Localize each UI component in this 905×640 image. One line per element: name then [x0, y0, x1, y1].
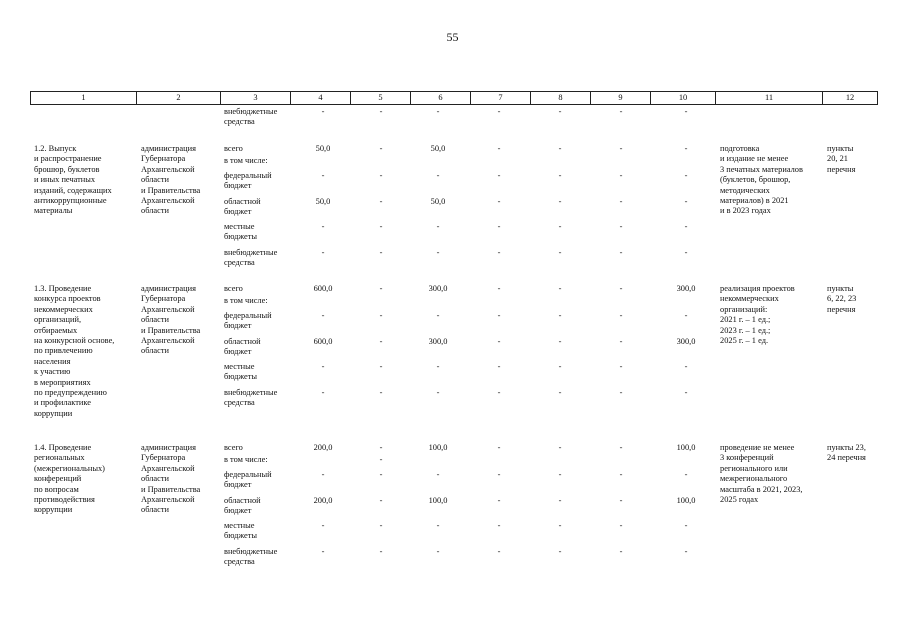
value-cell: - [379, 197, 383, 206]
page-number: 55 [446, 30, 459, 44]
source-cell: областной бюджет [224, 337, 261, 357]
value-cell: - [379, 443, 383, 452]
source-cell: внебюджетные средства [224, 388, 278, 408]
header-cell: 7 [470, 91, 530, 105]
result-cell: подготовка и издание не менее 3 печатных материалов (буклетов, брошюр, методических материалов) в 2021 и в 2023 годах [720, 144, 803, 216]
header-cell: 9 [590, 91, 650, 105]
value-cell: - [379, 547, 383, 556]
value-cell: - [619, 107, 623, 116]
value-cell: - [379, 171, 383, 180]
value-cell: - [558, 496, 562, 505]
source-cell: внебюджетные средства [224, 248, 278, 268]
value-cell: - [619, 171, 623, 180]
value-cell: - [379, 470, 383, 479]
value-cell: 200,0 [313, 443, 333, 452]
source-cell: местные бюджеты [224, 222, 258, 242]
value-cell: - [497, 197, 501, 206]
source-cell: федеральный бюджет [224, 171, 272, 191]
value-cell: - [497, 284, 501, 293]
value-cell: - [558, 171, 562, 180]
value-cell: - [436, 547, 440, 556]
value-cell: 50,0 [315, 197, 331, 206]
value-cell: - [436, 388, 440, 397]
value-cell: - [558, 443, 562, 452]
value-cell: 300,0 [676, 284, 696, 293]
header-cell: 11 [715, 91, 822, 105]
value-cell: - [379, 284, 383, 293]
value-cell: - [436, 248, 440, 257]
value-cell: - [321, 248, 325, 257]
value-cell: - [497, 521, 501, 530]
source-cell: внебюджетные средства [224, 547, 278, 567]
value-cell: - [436, 107, 440, 116]
source-cell: в том числе: [224, 156, 268, 165]
value-cell: - [379, 455, 383, 464]
value-cell: - [497, 248, 501, 257]
value-cell: 100,0 [428, 496, 448, 505]
value-cell: - [497, 547, 501, 556]
value-cell: - [379, 496, 383, 505]
value-cell: - [619, 547, 623, 556]
value-cell: - [321, 107, 325, 116]
value-cell: 50,0 [315, 144, 331, 153]
value-cell: 200,0 [313, 496, 333, 505]
source-cell: в том числе: [224, 296, 268, 305]
link-cell: пункты 20, 21 перечня [827, 144, 856, 174]
value-cell: - [497, 443, 501, 452]
value-cell: - [558, 248, 562, 257]
value-cell: 50,0 [430, 144, 446, 153]
value-cell: - [321, 521, 325, 530]
header-cell: 12 [822, 91, 878, 105]
value-cell: - [684, 311, 688, 320]
value-cell: 100,0 [676, 496, 696, 505]
value-cell: - [497, 337, 501, 346]
value-cell: - [684, 521, 688, 530]
value-cell: - [436, 171, 440, 180]
value-cell: - [619, 362, 623, 371]
measure-name: 1.3. Проведение конкурса проектов некоммерческих организаций, отбираемых на конкурсной основе, по привлечению населения к участию в мероприятиях по предупреждению и профилактике коррупции [34, 284, 115, 418]
value-cell: - [558, 337, 562, 346]
value-cell: - [497, 388, 501, 397]
source-cell: федеральный бюджет [224, 311, 272, 331]
value-cell: - [558, 521, 562, 530]
value-cell: - [558, 388, 562, 397]
value-cell: - [436, 470, 440, 479]
value-cell: - [558, 547, 562, 556]
value-cell: 50,0 [430, 197, 446, 206]
executor: администрация Губернатора Архангельской области и Правительства Архангельской области [141, 284, 201, 356]
source-cell: местные бюджеты [224, 362, 258, 382]
value-cell: - [619, 470, 623, 479]
value-cell: - [558, 362, 562, 371]
executor: администрация Губернатора Архангельской области и Правительства Архангельской области [141, 144, 201, 216]
value-cell: - [497, 496, 501, 505]
value-cell: - [379, 388, 383, 397]
value-cell: - [321, 470, 325, 479]
measure-name: 1.2. Выпуск и распространение брошюр, буклетов и иных печатных изданий, содержащих антикоррупционные материалы [34, 144, 112, 216]
header-cell: 1 [30, 91, 136, 105]
value-cell: - [619, 222, 623, 231]
value-cell: - [619, 311, 623, 320]
value-cell: - [497, 470, 501, 479]
value-cell: - [619, 337, 623, 346]
value-cell: - [684, 197, 688, 206]
value-cell: - [684, 547, 688, 556]
value-cell: - [619, 144, 623, 153]
source-cell: всего [224, 284, 243, 293]
value-cell: - [684, 388, 688, 397]
value-cell: - [497, 171, 501, 180]
value-cell: - [619, 248, 623, 257]
link-cell: пункты 6, 22, 23 перечня [827, 284, 857, 314]
header-cell: 3 [220, 91, 290, 105]
value-cell: - [619, 197, 623, 206]
value-cell: - [379, 311, 383, 320]
value-cell: - [321, 388, 325, 397]
value-cell: - [436, 521, 440, 530]
value-cell: - [379, 144, 383, 153]
measure-name: 1.4. Проведение региональных (межрегиональных) конференций по вопросам противодействия коррупции [34, 443, 105, 515]
source-cell: областной бюджет [224, 197, 261, 217]
value-cell: - [619, 496, 623, 505]
value-cell: - [619, 521, 623, 530]
value-cell: - [379, 521, 383, 530]
value-cell: - [321, 362, 325, 371]
value-cell: - [558, 107, 562, 116]
value-cell: - [558, 311, 562, 320]
value-cell: - [684, 470, 688, 479]
value-cell: - [684, 171, 688, 180]
source-cell: в том числе: [224, 455, 268, 464]
value-cell: - [497, 362, 501, 371]
value-cell: - [379, 362, 383, 371]
value-cell: - [436, 362, 440, 371]
value-cell: - [497, 107, 501, 116]
link-cell: пункты 23, 24 перечня [827, 443, 866, 463]
value-cell: - [684, 222, 688, 231]
value-cell: - [379, 222, 383, 231]
source-cell: местные бюджеты [224, 521, 258, 541]
executor: администрация Губернатора Архангельской области и Правительства Архангельской области [141, 443, 201, 515]
value-cell: 600,0 [313, 284, 333, 293]
value-cell: - [497, 222, 501, 231]
value-cell: - [321, 547, 325, 556]
value-cell: - [558, 222, 562, 231]
value-cell: - [379, 337, 383, 346]
value-cell: - [684, 144, 688, 153]
source-cell: всего [224, 144, 243, 153]
value-cell: - [558, 197, 562, 206]
header-cell: 5 [350, 91, 410, 105]
table-header [30, 91, 877, 105]
value-cell: - [684, 107, 688, 116]
value-cell: - [558, 144, 562, 153]
value-cell: - [321, 222, 325, 231]
value-cell: 600,0 [313, 337, 333, 346]
source-cell: всего [224, 443, 243, 452]
value-cell: - [497, 311, 501, 320]
value-cell: - [558, 470, 562, 479]
value-cell: - [436, 311, 440, 320]
value-cell: - [321, 171, 325, 180]
value-cell: - [321, 311, 325, 320]
result-cell: проведение не менее 3 конференций регионального или межрегионального масштаба в 2021, 2023, 2025 годах [720, 443, 803, 505]
value-cell: - [684, 248, 688, 257]
header-cell: 4 [290, 91, 350, 105]
result-cell: реализация проектов некоммерческих организаций: 2021 г. – 1 ед.; 2023 г. – 1 ед.; 2025 г. – 1 ед. [720, 284, 795, 346]
source-cell: внебюджетные средства [224, 107, 278, 127]
value-cell: 300,0 [428, 337, 448, 346]
value-cell: 300,0 [676, 337, 696, 346]
value-cell: 300,0 [428, 284, 448, 293]
header-cell: 6 [410, 91, 470, 105]
header-cell: 8 [530, 91, 590, 105]
value-cell: - [497, 144, 501, 153]
source-cell: областной бюджет [224, 496, 261, 516]
value-cell: - [558, 284, 562, 293]
header-cell: 10 [650, 91, 715, 105]
value-cell: - [619, 443, 623, 452]
value-cell: - [436, 222, 440, 231]
header-cell: 2 [136, 91, 220, 105]
value-cell: - [619, 284, 623, 293]
value-cell: 100,0 [428, 443, 448, 452]
source-cell: федеральный бюджет [224, 470, 272, 490]
value-cell: - [379, 107, 383, 116]
value-cell: - [379, 248, 383, 257]
value-cell: 100,0 [676, 443, 696, 452]
value-cell: - [684, 362, 688, 371]
value-cell: - [619, 388, 623, 397]
